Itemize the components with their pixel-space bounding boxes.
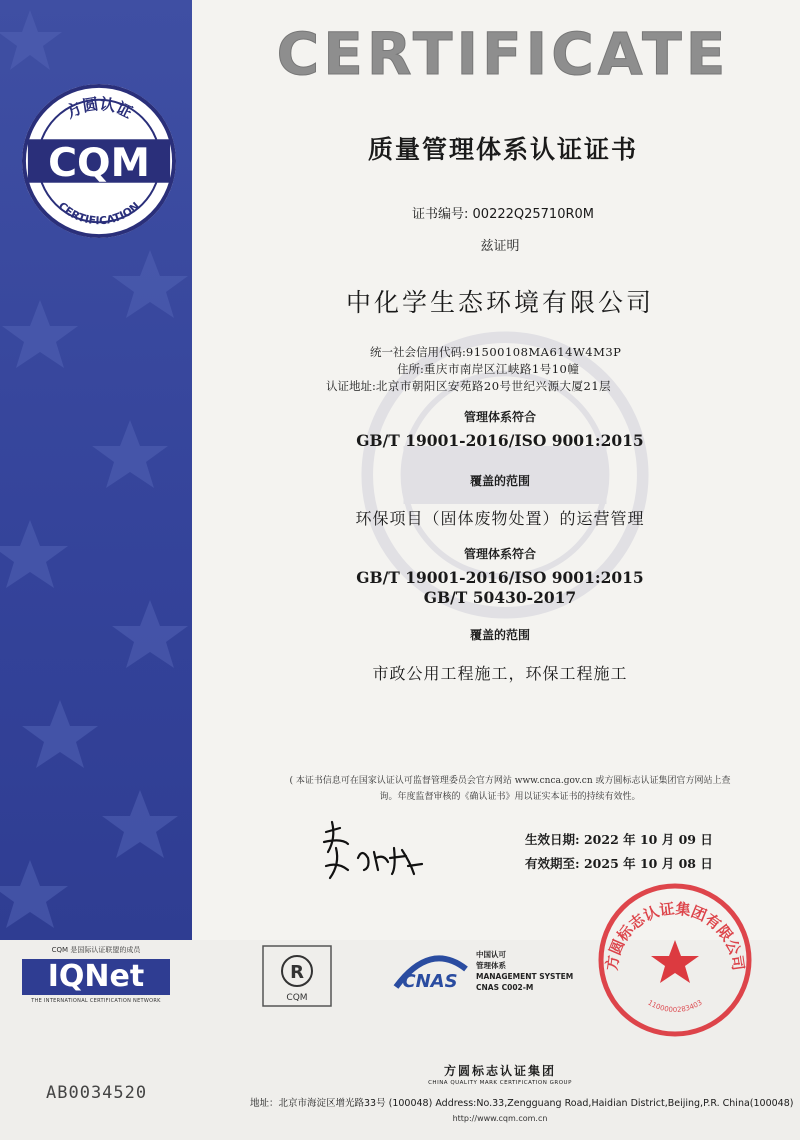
issuer-name-en: CHINA QUALITY MARK CERTIFICATION GROUP	[428, 1080, 572, 1086]
address-en: Address:No.33,Zengguang Road,Haidian District,Beijing,P.R. China(100048)	[435, 1098, 794, 1109]
serial-number: AB0034520	[46, 1083, 148, 1103]
company-details	[300, 344, 740, 395]
standard-2b: GB/T 50430-2017	[423, 588, 577, 607]
iqnet-network-text: THE INTERNATIONAL CERTIFICATION NETWORK	[31, 998, 161, 1004]
svg-text:CQM: CQM	[286, 993, 308, 1003]
note-line-2: 询。年度监督审核的《确认证书》用以证实本证书的持续有效性。	[379, 792, 641, 802]
verification-note	[250, 773, 770, 805]
cnas-text	[476, 949, 573, 993]
cnas-line-1: 中国认可	[476, 950, 506, 959]
expiry-date-label: 有效期至:	[525, 856, 580, 871]
svg-text:R: R	[290, 962, 304, 983]
effective-date-value: 2022 年 10 月 09 日	[583, 832, 713, 847]
svg-text:方圆认证: 方圆认证	[62, 94, 136, 123]
cnas-emblem	[390, 947, 470, 1007]
certificate-number-value: 00222Q25710R0M	[472, 207, 594, 222]
system-label-2: 管理体系符合	[463, 547, 536, 561]
effective-date-label: 生效日期:	[525, 832, 580, 847]
svg-text:1100000283403: 1100000283403	[646, 998, 704, 1014]
scope-text-2: 市政公用工程施工，环保工程施工	[372, 664, 628, 683]
svg-text:CERTIFICATION: CERTIFICATION	[55, 199, 143, 228]
official-seal	[595, 880, 755, 1040]
issuer-name-cn: 方圆标志认证集团	[443, 1064, 556, 1078]
iqnet-mark: IQNet	[22, 959, 170, 995]
effective-date	[525, 828, 765, 852]
residence-value: 重庆市南岸区江峡路1号10幢	[423, 362, 580, 376]
cnas-accreditation	[390, 947, 590, 1007]
standard-2a: GB/T 19001-2016/ISO 9001:2015	[356, 568, 644, 587]
scope-label-1: 覆盖的范围	[469, 474, 530, 488]
company-name: 中化学生态环境有限公司	[345, 288, 654, 317]
certificate-number-label: 证书编号:	[412, 207, 469, 222]
svg-text:CQM: CQM	[48, 139, 150, 186]
hereby-text: 兹证明	[480, 239, 520, 254]
scope-text-1: 环保项目（固体废物处置）的运营管理	[355, 509, 645, 528]
issuer-website: http://www.cqm.com.cn	[452, 1114, 548, 1123]
expiry-date	[525, 852, 765, 876]
cqm-registered-badge	[262, 945, 332, 1007]
cert-address-label: 认证地址:	[326, 379, 376, 393]
cert-address-value: 北京市朝阳区安苑路20号世纪兴源大厦21层	[375, 379, 612, 393]
certificate-number	[268, 203, 738, 222]
cnas-line-2: 管理体系	[476, 961, 506, 970]
expiry-date-value: 2025 年 10 月 08 日	[583, 856, 713, 871]
iqnet-member-text: CQM 是国际认证联盟的成员	[51, 946, 141, 954]
validity-dates	[525, 828, 765, 876]
scope-label-2: 覆盖的范围	[469, 628, 530, 642]
credit-code-value: 91500108MA614W4M3P	[465, 345, 622, 359]
note-line-1: ( 本证书信息可在国家认证认可监督管理委员会官方网站 www.cnca.gov.cn 或方圆标志认证集团官方网站上查	[289, 776, 731, 786]
credit-code-label: 统一社会信用代码:	[370, 345, 466, 359]
issuer-address	[250, 1095, 794, 1109]
svg-text:CNAS: CNAS	[402, 971, 458, 992]
system-label-1: 管理体系符合	[463, 410, 536, 424]
iqnet-logo	[22, 945, 170, 1015]
standard-1a: GB/T 19001-2016/ISO 9001:2015	[356, 431, 644, 450]
cqm-logo	[20, 82, 178, 240]
signature	[318, 818, 438, 888]
cnas-line-4: CNAS C002-M	[476, 983, 534, 992]
certificate-title-cn: 质量管理体系认证证书	[367, 135, 638, 164]
cnas-line-3: MANAGEMENT SYSTEM	[476, 972, 574, 981]
issuer-organization	[200, 1062, 800, 1086]
svg-text:方圆标志认证集团有限公司: 方圆标志认证集团有限公司	[602, 899, 748, 972]
address-cn: 地址：北京市海淀区增光路33号 (100048)	[250, 1098, 433, 1109]
certificate-title-en: CERTIFICATE	[276, 20, 730, 88]
residence-label: 住所:	[397, 362, 424, 376]
